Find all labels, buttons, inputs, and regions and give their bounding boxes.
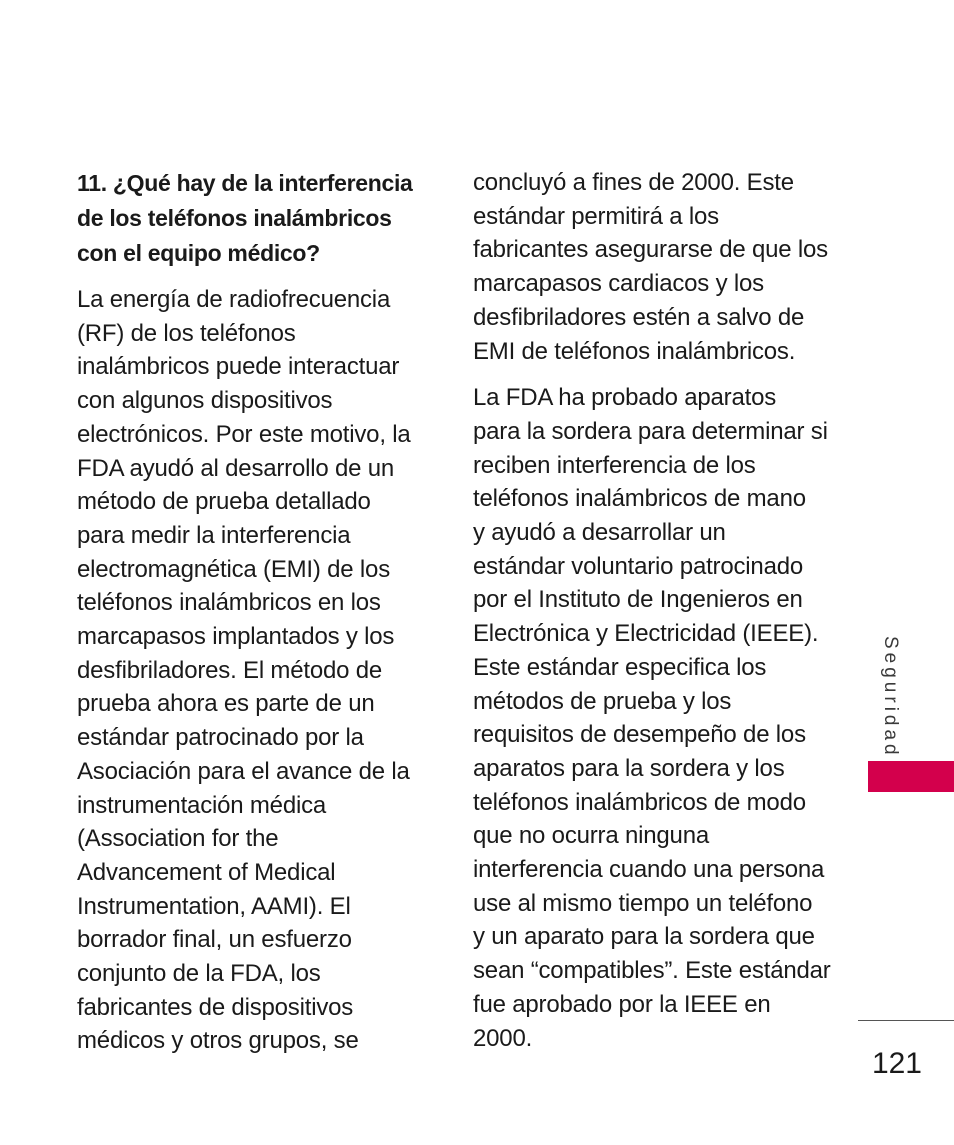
left-column	[77, 166, 427, 1071]
right-column	[473, 166, 831, 1068]
text-line: método de prueba detallado	[77, 488, 371, 516]
text-line: (RF) de los teléfonos	[77, 319, 296, 347]
text-line: que no ocurra ninguna	[473, 822, 709, 850]
text-line: inalámbricos puede interactuar	[77, 353, 400, 381]
text-line: teléfonos inalámbricos de modo	[473, 788, 806, 816]
text-line: conjunto de la FDA, los	[77, 960, 321, 988]
right-paragraph-2	[473, 381, 831, 1055]
text-line: aparatos para la sordera y los	[473, 754, 785, 782]
text-line: marcapasos cardiacos y los	[473, 270, 764, 298]
heading-line: de los teléfonos inalámbricos	[77, 205, 392, 231]
section-side-label: Seguridad	[880, 636, 901, 759]
text-line: Este estándar especifica los	[473, 653, 767, 681]
text-line: y ayudó a desarrollar un	[473, 519, 726, 547]
text-line: borrador final, un esfuerzo	[77, 926, 352, 954]
heading-line: con el equipo médico?	[77, 240, 320, 266]
text-line: marcapasos implantados y los	[77, 623, 395, 651]
text-line: y un aparato para la sordera que	[473, 923, 815, 951]
text-line: teléfonos inalámbricos en los	[77, 589, 381, 617]
text-line: teléfonos inalámbricos de mano	[473, 485, 806, 513]
text-line: interferencia cuando una persona	[473, 856, 825, 884]
text-line: prueba ahora es parte de un	[77, 690, 375, 718]
text-line: estándar permitirá a los	[473, 202, 719, 230]
text-line: estándar patrocinado por la	[77, 724, 364, 752]
right-paragraph-1	[473, 166, 828, 368]
text-line: estándar voluntario patrocinado	[473, 552, 804, 580]
text-line: use al mismo tiempo un teléfono	[473, 889, 813, 917]
left-paragraph	[77, 283, 427, 1058]
heading-line: 11. ¿Qué hay de la interferencia	[77, 170, 413, 196]
text-line: concluyó a fines de 2000. Este	[473, 169, 794, 196]
text-line: electrónicos. Por este motivo, la	[77, 420, 411, 448]
text-line: métodos de prueba y los	[473, 687, 732, 715]
text-line: Advancement of Medical	[77, 858, 336, 886]
text-line: para medir la interferencia	[77, 521, 351, 549]
section-tab-marker	[868, 761, 954, 792]
text-line: fabricantes de dispositivos	[77, 993, 354, 1021]
text-line: FDA ayudó al desarrollo de un	[77, 454, 395, 482]
page-number-rule	[858, 1020, 954, 1021]
text-line: Asociación para el avance de la	[77, 757, 410, 785]
text-line: electromagnética (EMI) de los	[77, 555, 390, 583]
text-line: médicos y otros grupos, se	[77, 1027, 359, 1055]
text-line: fue aprobado por la IEEE en	[473, 990, 771, 1018]
text-line: Instrumentation, AAMI). El	[77, 892, 351, 920]
text-line: con algunos dispositivos	[77, 387, 333, 415]
text-line: 2000.	[473, 1024, 533, 1052]
text-line: (Association for the	[77, 825, 279, 853]
text-line: sean “compatibles”. Este estándar	[473, 957, 831, 985]
text-line: Electrónica y Electricidad (IEEE).	[473, 620, 819, 648]
section-heading	[77, 166, 427, 271]
text-line: por el Instituto de Ingenieros en	[473, 586, 803, 614]
text-line: para la sordera para determinar si	[473, 417, 828, 445]
text-line: EMI de teléfonos inalámbricos.	[473, 337, 796, 365]
text-line: requisitos de desempeño de los	[473, 721, 806, 749]
text-line: desfibriladores estén a salvo de	[473, 303, 805, 331]
text-line: fabricantes asegurarse de que los	[473, 236, 828, 264]
text-line: reciben interferencia de los	[473, 451, 756, 479]
text-line: La FDA ha probado aparatos	[473, 384, 777, 412]
text-line: desfibriladores. El método de	[77, 656, 383, 684]
text-line: La energía de radiofrecuencia	[77, 286, 391, 313]
text-line: instrumentación médica	[77, 791, 327, 819]
page-number: 121	[871, 1047, 922, 1080]
